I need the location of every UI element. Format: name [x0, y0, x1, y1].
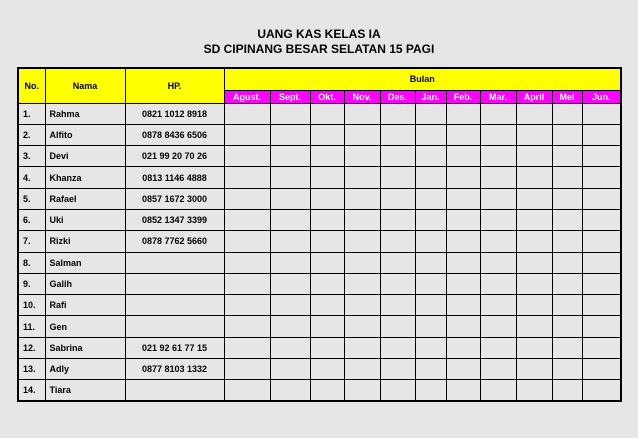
cell-month-payment[interactable]	[380, 295, 415, 316]
month-header[interactable]: April	[516, 90, 552, 103]
cell-month-payment[interactable]	[310, 316, 344, 337]
cell-month-payment[interactable]	[516, 359, 552, 380]
month-header[interactable]: Sept.	[270, 90, 310, 103]
cell-month-payment[interactable]	[270, 146, 310, 167]
cell-month-payment[interactable]	[270, 231, 310, 252]
cell-month-payment[interactable]	[480, 231, 516, 252]
cell-month-payment[interactable]	[270, 380, 310, 401]
cell-hp[interactable]: 0852 1347 3399	[125, 209, 224, 230]
cell-month-payment[interactable]	[582, 337, 621, 358]
cell-month-payment[interactable]	[310, 273, 344, 294]
cell-month-payment[interactable]	[270, 167, 310, 188]
cell-month-payment[interactable]	[480, 380, 516, 401]
cell-month-payment[interactable]	[310, 188, 344, 209]
cell-no[interactable]: 13.	[18, 359, 45, 380]
title-line-1: UANG KAS KELAS IA	[257, 27, 381, 41]
cell-nama[interactable]: Adly	[45, 359, 125, 380]
cell-month-payment[interactable]	[582, 146, 621, 167]
cell-no[interactable]: 2.	[18, 124, 45, 145]
cell-month-payment[interactable]	[446, 124, 480, 145]
month-header[interactable]: Okt.	[310, 90, 344, 103]
cell-no[interactable]: 6.	[18, 209, 45, 230]
cell-month-payment[interactable]	[480, 167, 516, 188]
cell-month-payment[interactable]	[516, 209, 552, 230]
cell-month-payment[interactable]	[224, 231, 270, 252]
table-row	[18, 252, 621, 273]
cell-month-payment[interactable]	[270, 103, 310, 124]
cell-month-payment[interactable]	[446, 146, 480, 167]
table-row	[18, 295, 621, 316]
cell-month-payment[interactable]	[446, 380, 480, 401]
header-nama[interactable]: Nama	[45, 68, 125, 103]
cell-month-payment[interactable]	[516, 167, 552, 188]
cell-month-payment[interactable]	[344, 337, 380, 358]
cell-hp[interactable]: 0878 7762 5660	[125, 231, 224, 252]
cell-month-payment[interactable]	[380, 209, 415, 230]
cell-month-payment[interactable]	[516, 380, 552, 401]
cell-month-payment[interactable]	[516, 252, 552, 273]
cell-month-payment[interactable]	[516, 337, 552, 358]
cell-month-payment[interactable]	[552, 273, 582, 294]
cell-month-payment[interactable]	[480, 337, 516, 358]
cell-month-payment[interactable]	[446, 295, 480, 316]
cell-month-payment[interactable]	[224, 359, 270, 380]
cell-no[interactable]: 12.	[18, 337, 45, 358]
cell-month-payment[interactable]	[270, 316, 310, 337]
cell-month-payment[interactable]	[270, 209, 310, 230]
cell-month-payment[interactable]	[310, 252, 344, 273]
cell-month-payment[interactable]	[582, 188, 621, 209]
cell-nama[interactable]: Rizki	[45, 231, 125, 252]
cell-month-payment[interactable]	[415, 209, 446, 230]
cell-month-payment[interactable]	[582, 380, 621, 401]
cell-month-payment[interactable]	[516, 188, 552, 209]
cell-hp[interactable]	[125, 316, 224, 337]
header-bulan[interactable]: Bulan	[224, 68, 621, 90]
cell-month-payment[interactable]	[380, 146, 415, 167]
cell-month-payment[interactable]	[516, 103, 552, 124]
cell-month-payment[interactable]	[344, 188, 380, 209]
cell-no[interactable]: 5.	[18, 188, 45, 209]
cell-month-payment[interactable]	[446, 188, 480, 209]
cell-month-payment[interactable]	[446, 273, 480, 294]
cell-month-payment[interactable]	[224, 273, 270, 294]
cell-month-payment[interactable]	[380, 359, 415, 380]
cell-month-payment[interactable]	[446, 103, 480, 124]
cell-month-payment[interactable]	[310, 295, 344, 316]
cell-month-payment[interactable]	[552, 337, 582, 358]
cell-month-payment[interactable]	[310, 231, 344, 252]
table-row	[18, 359, 621, 380]
cell-month-payment[interactable]	[415, 273, 446, 294]
month-header[interactable]: Mar.	[480, 90, 516, 103]
cell-month-payment[interactable]	[415, 380, 446, 401]
cell-month-payment[interactable]	[415, 295, 446, 316]
cell-nama[interactable]: Rahma	[45, 103, 125, 124]
cell-month-payment[interactable]	[446, 316, 480, 337]
cell-hp[interactable]: 0821 1012 8918	[125, 103, 224, 124]
cell-nama[interactable]: Tiara	[45, 380, 125, 401]
cell-month-payment[interactable]	[552, 316, 582, 337]
cell-hp[interactable]	[125, 252, 224, 273]
month-header[interactable]: Agust.	[224, 90, 270, 103]
cell-month-payment[interactable]	[480, 316, 516, 337]
cell-month-payment[interactable]	[270, 273, 310, 294]
cell-month-payment[interactable]	[380, 273, 415, 294]
cell-month-payment[interactable]	[582, 252, 621, 273]
cell-month-payment[interactable]	[582, 124, 621, 145]
table-row	[18, 124, 621, 145]
cell-hp[interactable]: 0857 1672 3000	[125, 188, 224, 209]
cell-month-payment[interactable]	[480, 252, 516, 273]
cell-month-payment[interactable]	[224, 316, 270, 337]
cell-no[interactable]: 8.	[18, 252, 45, 273]
cell-month-payment[interactable]	[552, 359, 582, 380]
cell-month-payment[interactable]	[380, 252, 415, 273]
cell-month-payment[interactable]	[516, 146, 552, 167]
cell-month-payment[interactable]	[224, 124, 270, 145]
cell-month-payment[interactable]	[446, 209, 480, 230]
cell-month-payment[interactable]	[310, 167, 344, 188]
cell-month-payment[interactable]	[270, 337, 310, 358]
header-hp[interactable]: HP.	[125, 68, 224, 103]
cell-month-payment[interactable]	[480, 209, 516, 230]
cell-month-payment[interactable]	[480, 146, 516, 167]
cell-month-payment[interactable]	[552, 380, 582, 401]
cell-month-payment[interactable]	[310, 124, 344, 145]
cell-month-payment[interactable]	[582, 316, 621, 337]
cell-no[interactable]: 10.	[18, 295, 45, 316]
cell-month-payment[interactable]	[224, 337, 270, 358]
month-header[interactable]: Feb.	[446, 90, 480, 103]
cell-month-payment[interactable]	[224, 146, 270, 167]
cell-month-payment[interactable]	[516, 295, 552, 316]
cell-hp[interactable]	[125, 273, 224, 294]
table-row	[18, 273, 621, 294]
cell-month-payment[interactable]	[344, 146, 380, 167]
cell-nama[interactable]: Gen	[45, 316, 125, 337]
cell-month-payment[interactable]	[380, 337, 415, 358]
cell-month-payment[interactable]	[516, 273, 552, 294]
cell-month-payment[interactable]	[380, 188, 415, 209]
cell-month-payment[interactable]	[446, 359, 480, 380]
cell-no[interactable]: 9.	[18, 273, 45, 294]
table-row	[18, 380, 621, 401]
cell-nama[interactable]: Alfito	[45, 124, 125, 145]
cell-nama[interactable]: Sabrina	[45, 337, 125, 358]
cell-month-payment[interactable]	[415, 359, 446, 380]
cell-month-payment[interactable]	[516, 316, 552, 337]
cell-month-payment[interactable]	[446, 337, 480, 358]
cell-month-payment[interactable]	[270, 359, 310, 380]
month-header[interactable]: Nov.	[344, 90, 380, 103]
cell-month-payment[interactable]	[415, 337, 446, 358]
cell-month-payment[interactable]	[380, 124, 415, 145]
cell-month-payment[interactable]	[415, 146, 446, 167]
table-row	[18, 103, 621, 124]
cell-nama[interactable]: Devi	[45, 146, 125, 167]
table-row	[18, 337, 621, 358]
header-no[interactable]: No.	[18, 68, 45, 103]
cell-month-payment[interactable]	[582, 167, 621, 188]
cell-nama[interactable]: Khanza	[45, 167, 125, 188]
cell-month-payment[interactable]	[310, 337, 344, 358]
cell-nama[interactable]: Rafael	[45, 188, 125, 209]
cell-month-payment[interactable]	[310, 146, 344, 167]
month-header[interactable]: Jan.	[415, 90, 446, 103]
cell-month-payment[interactable]	[224, 188, 270, 209]
cell-month-payment[interactable]	[480, 359, 516, 380]
cell-month-payment[interactable]	[582, 295, 621, 316]
cell-month-payment[interactable]	[344, 295, 380, 316]
cell-hp[interactable]: 021 99 20 70 26	[125, 146, 224, 167]
cell-month-payment[interactable]	[552, 124, 582, 145]
cell-month-payment[interactable]	[224, 103, 270, 124]
cell-month-payment[interactable]	[415, 103, 446, 124]
cell-month-payment[interactable]	[344, 209, 380, 230]
cell-month-payment[interactable]	[224, 209, 270, 230]
cell-month-payment[interactable]	[552, 295, 582, 316]
cell-month-payment[interactable]	[516, 124, 552, 145]
cell-month-payment[interactable]	[224, 167, 270, 188]
cell-month-payment[interactable]	[582, 209, 621, 230]
cell-no[interactable]: 1.	[18, 103, 45, 124]
cell-month-payment[interactable]	[310, 359, 344, 380]
cell-month-payment[interactable]	[270, 252, 310, 273]
cell-month-payment[interactable]	[270, 124, 310, 145]
cell-month-payment[interactable]	[480, 295, 516, 316]
table-row	[18, 146, 621, 167]
cell-month-payment[interactable]	[582, 231, 621, 252]
cell-month-payment[interactable]	[446, 252, 480, 273]
cell-month-payment[interactable]	[344, 316, 380, 337]
cell-month-payment[interactable]	[415, 252, 446, 273]
cell-month-payment[interactable]	[344, 124, 380, 145]
cell-month-payment[interactable]	[380, 167, 415, 188]
cell-month-payment[interactable]	[480, 103, 516, 124]
cell-month-payment[interactable]	[224, 295, 270, 316]
cell-month-payment[interactable]	[310, 209, 344, 230]
cell-month-payment[interactable]	[380, 103, 415, 124]
table-row	[18, 167, 621, 188]
cell-month-payment[interactable]	[380, 380, 415, 401]
table-row	[18, 316, 621, 337]
cell-month-payment[interactable]	[552, 252, 582, 273]
cell-month-payment[interactable]	[310, 380, 344, 401]
cell-nama[interactable]: Galih	[45, 273, 125, 294]
cell-hp[interactable]: 021 92 61 77 15	[125, 337, 224, 358]
month-header[interactable]: Des.	[380, 90, 415, 103]
cell-month-payment[interactable]	[415, 316, 446, 337]
cell-month-payment[interactable]	[380, 231, 415, 252]
cell-month-payment[interactable]	[415, 124, 446, 145]
cell-month-payment[interactable]	[380, 316, 415, 337]
cell-hp[interactable]	[125, 380, 224, 401]
cell-month-payment[interactable]	[344, 273, 380, 294]
cell-month-payment[interactable]	[480, 273, 516, 294]
cash-table	[17, 67, 622, 402]
cell-no[interactable]: 4.	[18, 167, 45, 188]
month-header[interactable]: Jun.	[582, 90, 621, 103]
cell-hp[interactable]: 0813 1146 4888	[125, 167, 224, 188]
cell-nama[interactable]: Salman	[45, 252, 125, 273]
cell-month-payment[interactable]	[516, 231, 552, 252]
table-row	[18, 188, 621, 209]
cell-month-payment[interactable]	[552, 231, 582, 252]
cell-month-payment[interactable]	[582, 273, 621, 294]
cell-month-payment[interactable]	[310, 103, 344, 124]
month-header[interactable]: Mei	[552, 90, 582, 103]
cell-month-payment[interactable]	[552, 188, 582, 209]
cell-no[interactable]: 11.	[18, 316, 45, 337]
cell-month-payment[interactable]	[344, 252, 380, 273]
cell-month-payment[interactable]	[446, 167, 480, 188]
cell-month-payment[interactable]	[446, 231, 480, 252]
cell-month-payment[interactable]	[224, 252, 270, 273]
cell-no[interactable]: 7.	[18, 231, 45, 252]
title-line-2: SD CIPINANG BESAR SELATAN 15 PAGI	[203, 42, 435, 56]
student-rows	[18, 103, 621, 401]
cell-month-payment[interactable]	[480, 124, 516, 145]
cell-month-payment[interactable]	[344, 231, 380, 252]
cell-month-payment[interactable]	[270, 295, 310, 316]
cell-month-payment[interactable]	[224, 380, 270, 401]
cell-nama[interactable]: Uki	[45, 209, 125, 230]
cell-month-payment[interactable]	[552, 167, 582, 188]
cell-month-payment[interactable]	[552, 146, 582, 167]
cell-month-payment[interactable]	[270, 188, 310, 209]
cell-month-payment[interactable]	[552, 209, 582, 230]
cell-month-payment[interactable]	[344, 359, 380, 380]
cell-month-payment[interactable]	[415, 188, 446, 209]
cell-month-payment[interactable]	[582, 103, 621, 124]
cell-hp[interactable]	[125, 295, 224, 316]
cell-month-payment[interactable]	[415, 231, 446, 252]
cell-month-payment[interactable]	[415, 167, 446, 188]
cell-hp[interactable]: 0877 8103 1332	[125, 359, 224, 380]
cell-no[interactable]: 14.	[18, 380, 45, 401]
table-row	[18, 209, 621, 230]
cell-month-payment[interactable]	[582, 359, 621, 380]
cell-hp[interactable]: 0878 8436 6506	[125, 124, 224, 145]
cell-month-payment[interactable]	[344, 167, 380, 188]
cell-no[interactable]: 3.	[18, 146, 45, 167]
cell-month-payment[interactable]	[480, 188, 516, 209]
cell-month-payment[interactable]	[552, 103, 582, 124]
cell-nama[interactable]: Rafi	[45, 295, 125, 316]
table-row	[18, 231, 621, 252]
cell-month-payment[interactable]	[344, 103, 380, 124]
cell-month-payment[interactable]	[344, 380, 380, 401]
